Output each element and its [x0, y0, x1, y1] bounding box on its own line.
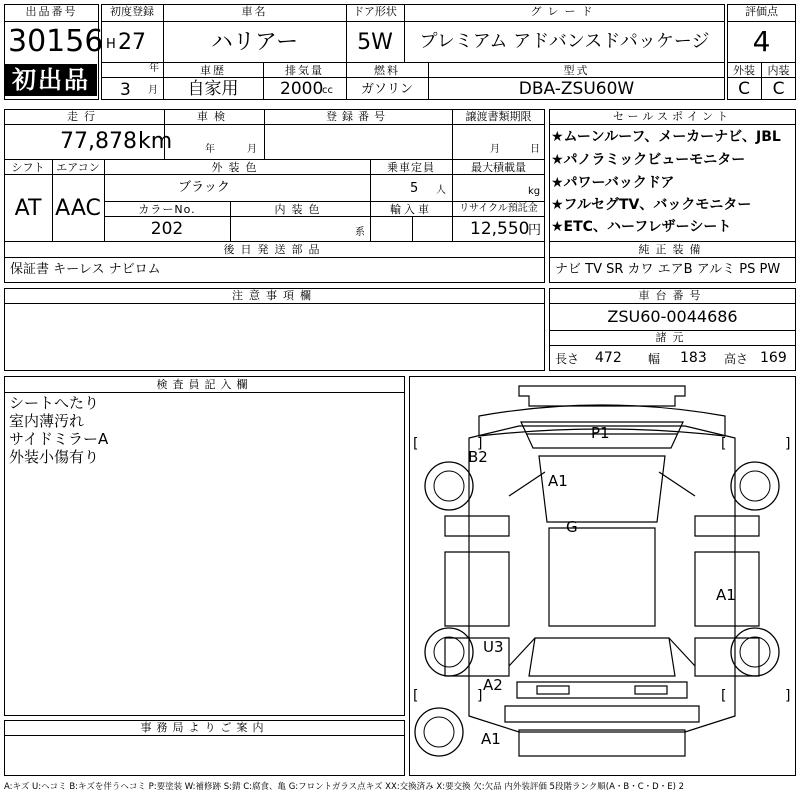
interior-grade: C [772, 79, 785, 99]
tire-bracket: [ [721, 688, 727, 704]
first-reg-label: 初度登録 [110, 5, 154, 18]
tire-front-right-icon [731, 462, 779, 510]
dim-height-value: 169 [760, 350, 787, 366]
exterior-label: 外装 [733, 64, 755, 77]
transfer-month-unit: 月 [490, 144, 500, 155]
inspection-year-unit: 年 [205, 144, 215, 155]
first-reg-year: 27 [118, 30, 146, 55]
dim-length-value: 472 [595, 350, 622, 366]
exterior-grade: C [738, 79, 750, 99]
tire-rear-left-icon [425, 628, 473, 676]
sales-point-item: ★パワーバックドア [551, 175, 675, 191]
sales-point-item: ★ETC、ハーフレザーシート [551, 219, 732, 235]
damage-mark: A1 [481, 730, 501, 748]
grade-name: プレミアム アドバンスドパッケージ [419, 31, 710, 52]
tire-bracket: ] [785, 436, 791, 452]
dims-label: 諸元 [655, 331, 690, 344]
tire-bracket: [ [721, 436, 727, 452]
import-label: 輸入車 [390, 203, 432, 216]
spare-tire-icon [415, 708, 463, 756]
lot-number: 30156 [8, 24, 104, 59]
door-type: 5W [357, 30, 393, 55]
car-name: ハリアー [210, 30, 299, 55]
sales-point-item: ★ムーンルーフ、メーカーナビ、JBL [551, 129, 781, 145]
fuel-type: ガソリン [360, 82, 413, 97]
damage-legend: A:キズ U:ヘコミ B:キズを伴うヘコミ P:要塗装 W:補修跡 S:錆 C:腐食、亀 G:フロントガラス点キズ XX:交換済み X:要交換 欠:欠品 内外装評価 5段階ランク順(A・B・C・D・E) 2 [4, 782, 685, 792]
damage-mark: G [566, 518, 578, 536]
car-damage-diagram [409, 376, 796, 776]
ext-color-label: 外装色 [211, 161, 263, 174]
sales-point-item: ★パノラミックビューモニター [551, 152, 746, 168]
inspector-note: シートへたり [9, 394, 100, 412]
shift-label: シフト [11, 161, 45, 174]
chassis-number: ZSU60-0044686 [607, 307, 738, 326]
inspector-label: 検査員記入欄 [156, 378, 253, 391]
post-items-value: 保証書 キーレス ナビロム [10, 262, 161, 277]
color-no-label: カラーNo. [138, 203, 196, 216]
damage-mark: A1 [716, 586, 736, 604]
tire-bracket: ] [477, 688, 483, 704]
model-label: 型式 [563, 64, 590, 77]
grade-label: グレード [530, 5, 599, 18]
int-color-label: 内装色 [274, 203, 326, 216]
equipment-value: ナビ TV SR カワ エアB アルミ PS PW [555, 262, 781, 277]
dim-width-value: 183 [680, 350, 707, 366]
max-load-label: 最大積載量 [471, 161, 526, 174]
lot-number-label: 出品番号 [25, 5, 78, 18]
dim-length-label: 長さ [555, 352, 580, 366]
recycle-unit: 円 [528, 223, 542, 238]
post-items-label: 後日発送部品 [223, 243, 326, 256]
recycle-value: 12,550 [470, 219, 530, 239]
damage-mark: A1 [548, 472, 568, 490]
tire-front-left-icon [425, 462, 473, 510]
tire-bracket: [ [413, 688, 419, 704]
inspector-note: 外装小傷有り [9, 448, 100, 466]
inspection-label: 車検 [197, 110, 231, 123]
first-reg-year-unit: 年 [149, 63, 159, 74]
int-color-unit: 系 [355, 227, 365, 238]
mileage-value: 77,878 [60, 129, 137, 154]
office-notice-label: 事務局よりご案内 [140, 721, 269, 734]
recycle-label: リサイクル預託金 [459, 203, 538, 214]
damage-mark: U3 [483, 638, 504, 656]
reg-no-label: 登録番号 [326, 110, 390, 123]
capacity-label: 乗車定員 [387, 161, 435, 174]
first-reg-month: 3 [120, 80, 131, 100]
door-label: ドア形状 [353, 5, 397, 18]
mileage-label: 走行 [67, 110, 101, 123]
transfer-deadline-label: 譲渡書類期限 [465, 110, 532, 123]
equipment-label: 純正装備 [638, 243, 707, 256]
history-label: 車歴 [200, 64, 226, 77]
displacement-value: 2000 [280, 79, 324, 99]
mileage-unit: km [138, 129, 173, 154]
tire-bracket: ] [785, 688, 791, 704]
notes-label: 注意事項欄 [232, 289, 317, 302]
sales-point-item: ★フルセグTV、バックモニター [551, 197, 752, 213]
color-no-value: 202 [150, 219, 184, 239]
damage-mark: P1 [591, 424, 610, 442]
capacity-unit: 人 [436, 185, 446, 196]
aircon-value: AAC [55, 196, 101, 221]
car-history: 自家用 [187, 79, 239, 99]
displacement-unit: cc [322, 85, 333, 96]
first-listing-badge: 初出品 [5, 64, 97, 96]
car-name-label: 車名 [241, 5, 268, 18]
transfer-day-unit: 日 [530, 144, 540, 155]
max-load-unit: kg [528, 186, 541, 197]
first-reg-era: H [106, 37, 116, 52]
dim-height-label: 高さ [724, 352, 749, 366]
damage-mark: B2 [468, 448, 488, 466]
aircon-label: エアコン [56, 161, 100, 174]
shift-value: AT [14, 196, 42, 221]
first-reg-month-unit: 月 [148, 85, 158, 96]
capacity-value: 5 [410, 181, 419, 196]
dim-width-label: 幅 [648, 352, 661, 366]
ext-color-value: ブラック [178, 180, 230, 195]
sales-points-label: セールスポイント [612, 110, 732, 123]
fuel-label: 燃料 [374, 64, 400, 77]
inspector-note: サイドミラーA [9, 430, 109, 448]
tire-bracket: ] [477, 436, 483, 452]
chassis-label: 車台番号 [638, 289, 707, 302]
tire-bracket: [ [413, 436, 419, 452]
inspector-note: 室内薄汚れ [9, 412, 85, 430]
inspection-month-unit: 月 [247, 144, 257, 155]
model-code: DBA-ZSU60W [518, 79, 635, 99]
score-value: 4 [752, 25, 771, 58]
damage-mark: A2 [483, 676, 503, 694]
tire-rear-right-icon [731, 628, 779, 676]
interior-label: 内装 [767, 64, 790, 77]
score-label: 評価点 [745, 5, 778, 18]
displacement-label: 排気量 [285, 64, 324, 77]
